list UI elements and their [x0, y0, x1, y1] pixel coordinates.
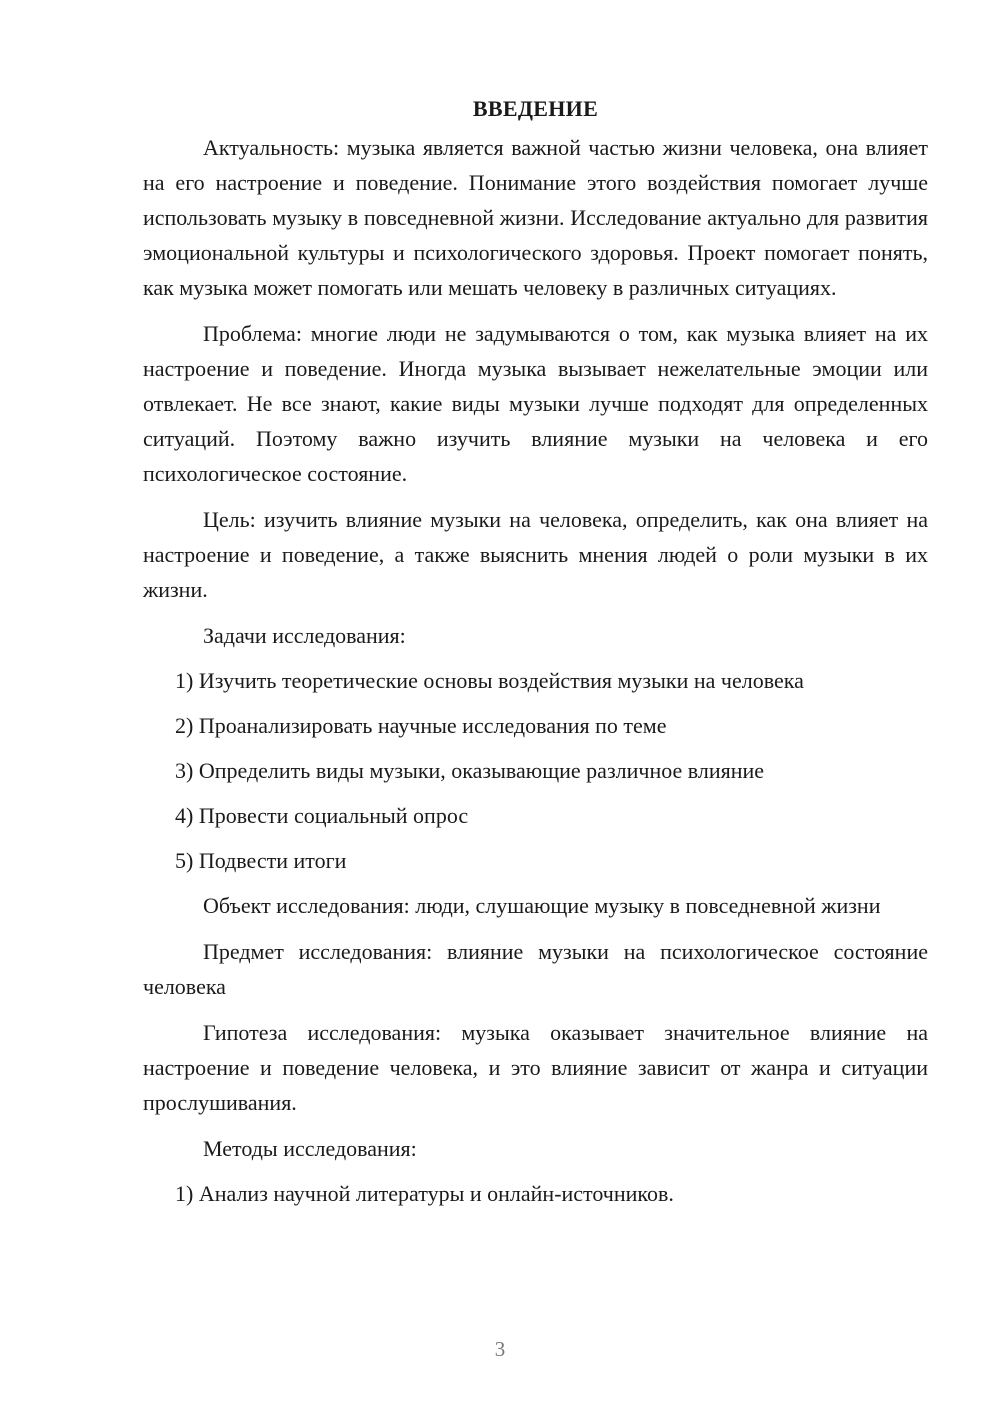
task-item: 4) Провести социальный опрос — [175, 803, 469, 828]
methods-list — [143, 1176, 928, 1211]
tasks-list — [143, 663, 928, 878]
task-item: 1) Изучить теоретические основы воздействия музыки на человека — [175, 668, 804, 693]
object-paragraph: Объект исследования: люди, слушающие музыку в повседневной жизни — [203, 893, 881, 918]
task-item: 2) Проанализировать научные исследования по теме — [175, 713, 667, 738]
document-page — [143, 92, 928, 1221]
hypothesis-paragraph: Гипотеза исследования: музыка оказывает значительное влияние на настроение и поведение человека, и это влияние зависит от жанра и ситуации прослушивания. — [143, 1020, 928, 1115]
problem-paragraph: Проблема: многие люди не задумываются о том, как музыка влияет на их настроение и поведение. Иногда музыка вызывает нежелательные эмоции или отвлекает. Не все знают, какие виды музыки лучше подходят для определенных ситуаций. Поэтому важно изучить влияние музыки на человека и его психологическое состояние. — [143, 321, 928, 486]
subject-paragraph: Предмет исследования: влияние музыки на психологическое состояние человека — [143, 939, 928, 999]
method-item: 1) Анализ научной литературы и онлайн-источников. — [175, 1181, 674, 1206]
relevance-paragraph: Актуальность: музыка является важной частью жизни человека, она влияет на его настроение и поведение. Понимание этого воздействия помогает лучше использовать музыку в повседневной жизни. Исследование актуально для развития эмоциональной культуры и психологического здоровья. Проект помогает понять, как музыка может помогать или мешать человеку в различных ситуациях. — [143, 135, 928, 300]
task-item: 3) Определить виды музыки, оказывающие различное влияние — [175, 758, 765, 783]
task-item: 5) Подвести итоги — [175, 848, 347, 873]
page-number: 3 — [494, 1337, 506, 1361]
page-title: ВВЕДЕНИЕ — [472, 96, 599, 121]
goal-paragraph: Цель: изучить влияние музыки на человека, определить, как она влияет на настроение и поведение, а также выяснить мнения людей о роли музыки в их жизни. — [143, 507, 928, 602]
methods-heading: Методы исследования: — [203, 1136, 417, 1161]
tasks-heading: Задачи исследования: — [203, 623, 406, 648]
